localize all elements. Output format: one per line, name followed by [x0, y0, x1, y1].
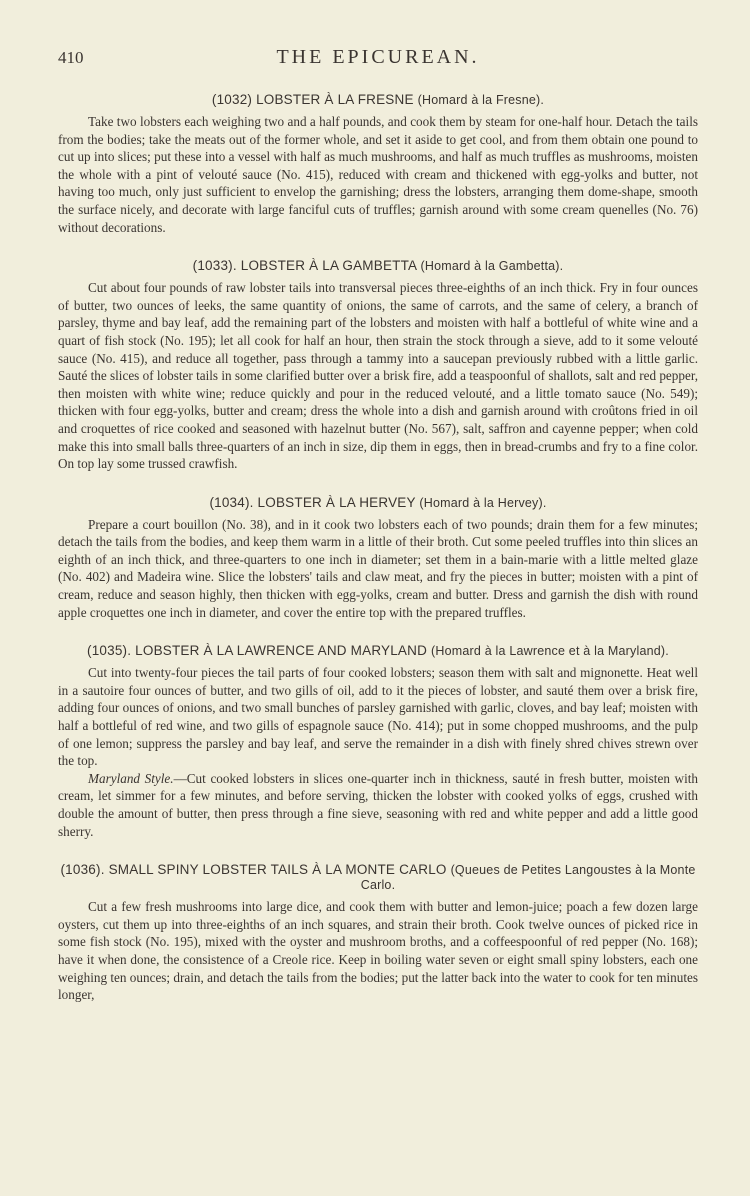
recipe-heading — [58, 258, 698, 273]
recipe-1033 — [58, 258, 698, 473]
recipe-1034 — [58, 495, 698, 622]
recipe-title: (1032) LOBSTER À LA FRESNE — [211, 92, 414, 107]
recipe-heading — [58, 92, 698, 107]
recipe-french-title: (Homard à la Hervey). — [419, 495, 547, 510]
recipe-french-title: (Queues de Petites Langoustes à la Monte Carlo. — [360, 863, 696, 893]
recipe-paragraph: Prepare a court bouillon (No. 38), and in it cook two lobsters each of two pounds; drain them for a few minutes; detach the tails from the bodies, and keep them warm in a little of their broth. Cut some peeled truffles into thin slices an eighth of an inch thick, and three-quarters to one inch in diameter; set them in a bain-marie with a little melted glaze (No. 402) and Madeira wine. Slice the lobsters' tails and claw meat, and fry the pieces in butter; moisten with a pint of cream, reduce and season highly, then thicken with egg-yolks, cream and butter. Dress and garnish the dish with round apple croquettes one inch in diameter, and cover the entire top with the prepared truffles. — [58, 516, 698, 620]
recipe-title: (1036). SMALL SPINY LOBSTER TAILS À LA MONTE CARLO — [60, 862, 447, 878]
recipe-heading — [58, 643, 698, 658]
recipe-paragraph: Cut a few fresh mushrooms into large dice, and cook them with butter and lemon-juice; poach a few dozen large oysters, cut them up into three-eighths of an inch squares, and strain their broth. Cook twelve ounces of picked rice in some fish stock (No. 195), mixed with the oyster and mushroom broths, and a coffeespoonful of red pepper (No. 168); have it when done, the consistence of a Creole rice. Keep in boiling water seven or eight small spiny lobsters, each one weighing ten ounces; drain, and detach the tails from the bodies; put the latter back into the water to cook for ten minutes longer, — [58, 899, 698, 1003]
recipe-paragraph: Cut about four pounds of raw lobster tails into transversal pieces three-eighths of an inch thick. Fry in four ounces of butter, two ounces of leeks, the same quantity of onions, the same of carrots, and the same of celery, a branch of parsley, thyme and bay leaf, add the remaining part of the lobsters and moisten with half a bottleful of white wine and a quart of fish stock (No. 195); let all cook for half an hour, then strain the stock through a sieve, add to it some velouté sauce (No. 415), and reduce all together, pass through a tammy into a saucepan previously rubbed with a little garlic. Sauté the slices of lobster tails in some clarified butter over a brisk fire, add a teaspoonful of shallots, salt and red pepper, then moisten with white wine; reduce quickly and pour in the reduced velouté, and a little tomato sauce (No. 549); thicken with four egg-yolks, butter and cream; dress the whole into a dish and garnish around with croûtons fried in oil and croquettes of rice cooked and seasoned with hazelnut butter (No. 567), salt, saffron and cayenne pepper; when cold make this into small balls three-quarters of an inch in size, dip them in eggs, then in bread-crumbs and fry to a fine color. On top lay some trussed crawfish. — [58, 280, 698, 472]
maryland-style-paragraph — [58, 770, 698, 840]
running-title: THE EPICUREAN. — [276, 46, 480, 68]
recipe-paragraph: Take two lobsters each weighing two and a half pounds, and cook them by steam for one-half hour. Detach the tails from the bodies; take the meats out of the former whole, and set it aside to get cool, and from them obtain one pound to cut up into slices; put these into a vessel with half as much mushrooms, and half as much truffles as mushrooms, moisten the whole with a pint of velouté sauce (No. 415), reduced with cream and thickened with egg-yolks and butter, not having too much, only just sufficient to envelop the garnishing; dress the lobsters, arranging them dome-shape, smooth the surface nicely, and decorate with large fanciful cuts of truffles; garnish around with some cream quenelles (No. 76) without decorations. — [58, 114, 698, 235]
maryland-style-text: —Cut cooked lobsters in slices one-quarter inch in thickness, sauté in fresh butter, moisten with cream, let simmer for a few minutes, and before serving, thicken the lobster with cooked yolks of eggs, crushed with double the amount of butter, then press through a fine sieve, seasoning with red and white pepper and add a little good sherry. — [58, 770, 698, 839]
recipe-french-title: (Homard à la Lawrence et à la Maryland). — [431, 644, 669, 659]
recipe-french-title: (Homard à la Fresne). — [417, 93, 545, 107]
maryland-style-label: Maryland Style. — [88, 770, 174, 786]
page-body — [58, 92, 698, 1026]
page-number: 410 — [58, 48, 84, 67]
recipe-title: (1035). LOBSTER À LA LAWRENCE AND MARYLAND — [87, 643, 428, 659]
recipe-1032 — [58, 92, 698, 236]
recipe-1035 — [58, 643, 698, 840]
recipe-1036 — [58, 862, 698, 1004]
recipe-french-title: (Homard à la Gambetta). — [420, 259, 564, 274]
running-head — [58, 48, 698, 72]
recipe-heading — [58, 862, 698, 892]
recipe-title: (1034). LOBSTER À LA HERVEY — [209, 494, 416, 510]
recipe-paragraph: Cut into twenty-four pieces the tail parts of four cooked lobsters; season them with salt and mignonette. Heat well in a sautoire four ounces of butter, and two gills of oil, add to it the pieces of lobster, and sauté them over a brisk fire, adding four ounces of onions, and two small bunches of parsley garnished with garlic, cloves, and bay leaf; moisten with half a bottleful of red wine, and two gills of espagnole sauce (No. 414); put in some chopped mushrooms, and the pulp of one lemon; suppress the parsley and bay leaf, and serve the remainder in a dish with finely shred chives strewn over the top. — [58, 665, 698, 769]
recipe-title: (1033). LOBSTER À LA GAMBETTA — [192, 258, 417, 274]
recipe-heading — [58, 495, 698, 510]
